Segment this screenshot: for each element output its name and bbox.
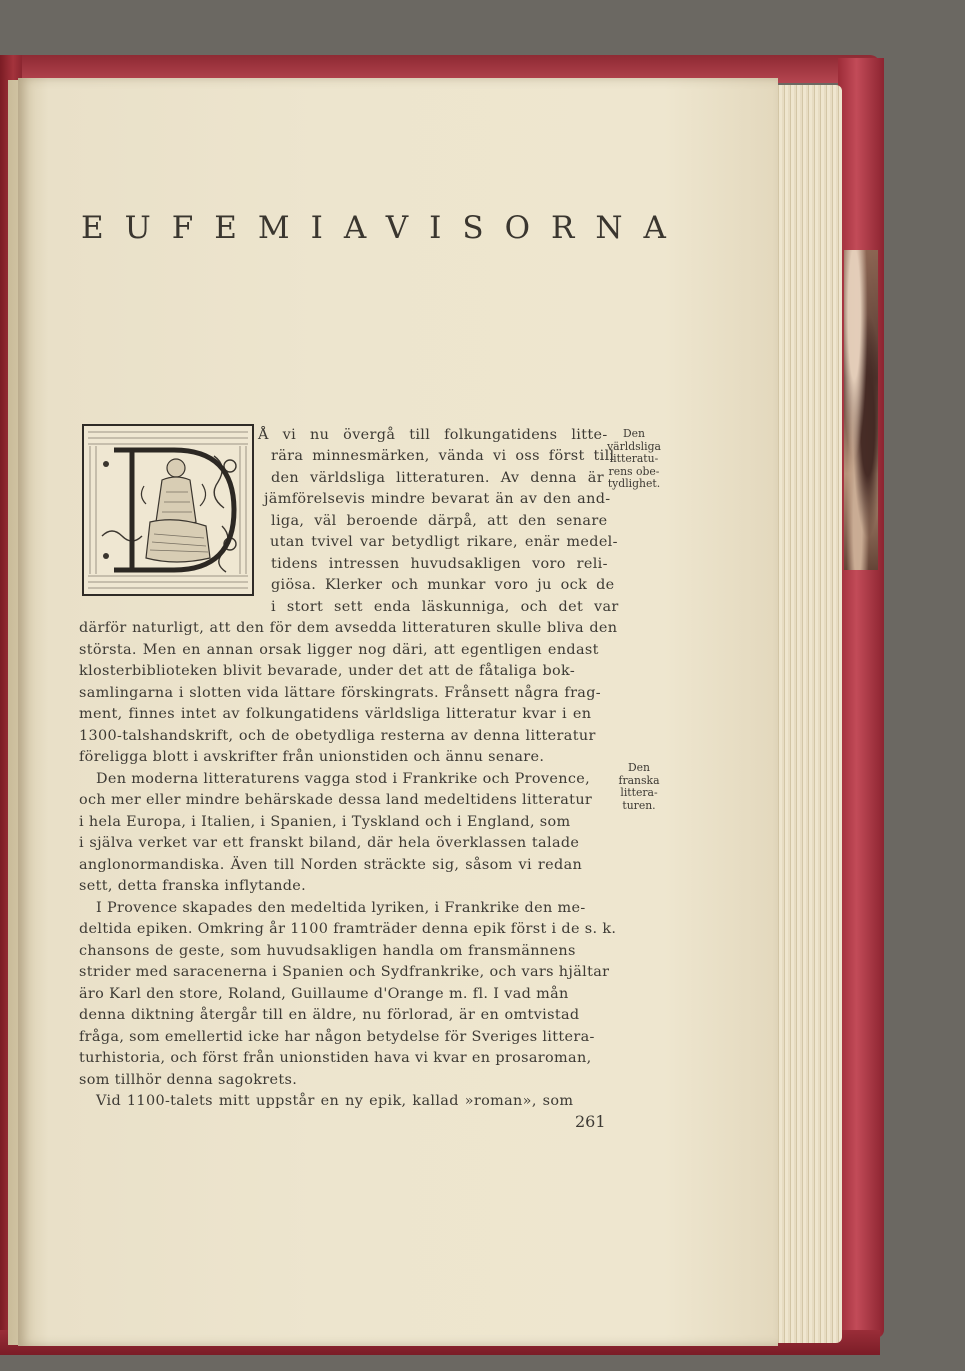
body-line: och mer eller mindre behärskade dessa land medeltidens litteratur bbox=[79, 792, 593, 808]
body-line: rära minnesmärken, vända vi oss först till bbox=[271, 448, 615, 464]
marbled-board bbox=[844, 250, 878, 570]
body-line: liga, väl beroende därpå, att den senare bbox=[271, 513, 608, 529]
marginal-note-line: turen. bbox=[622, 798, 656, 812]
marginal-note-line: franska bbox=[618, 773, 660, 787]
marginal-note-line: tydlighet. bbox=[607, 477, 661, 490]
marginal-note-line: littera- bbox=[620, 786, 658, 799]
marginal-note-line: världsliga bbox=[607, 439, 661, 453]
body-line: Den moderna litteraturens vagga stod i Frankrike och Provence, bbox=[96, 771, 591, 787]
body-line: i stort sett enda läskunniga, och det var bbox=[271, 599, 619, 615]
marginal-note bbox=[602, 428, 666, 491]
marginal-note bbox=[607, 762, 671, 812]
page-number: 261 bbox=[575, 1112, 606, 1131]
body-line: föreligga blott i avskrifter från unionstiden och ännu senare. bbox=[79, 749, 545, 765]
body-line: ment, finnes intet av folkungatidens världsliga litteratur kvar i en bbox=[79, 706, 592, 722]
drop-cap-illustration bbox=[82, 424, 254, 596]
body-line: giösa. Klerker och munkar voro ju ock de bbox=[271, 577, 615, 593]
body-line: därför naturligt, att den för dem avsedda litteraturen skulle bliva den bbox=[79, 620, 618, 636]
body-line: sett, detta franska inflytande. bbox=[79, 878, 307, 894]
body-line: denna diktning återgår till en äldre, nu förlorad, är en omtvistad bbox=[79, 1007, 580, 1023]
body-line: turhistoria, och först från unionstiden hava vi kvar en prosaroman, bbox=[79, 1050, 592, 1066]
drop-cap-engraving bbox=[84, 426, 252, 594]
chapter-title: EUFEMIAVISORNA bbox=[81, 210, 687, 246]
body-line: samlingarna i slotten vida lättare förskingrats. Frånsett några frag- bbox=[79, 685, 602, 701]
page-stack-edge bbox=[770, 85, 842, 1343]
body-line: anglonormandiska. Även till Norden sträckte sig, såsom vi redan bbox=[79, 857, 583, 873]
body-line: Vid 1100-talets mitt uppstår en ny epik, kallad »roman», som bbox=[96, 1093, 574, 1109]
body-line: deltida epiken. Omkring år 1100 framträder denna epik först i de s. k. bbox=[79, 921, 617, 937]
body-line: jämförelsevis mindre bevarat än av den and- bbox=[264, 491, 611, 507]
body-line: klosterbiblioteken blivit bevarade, under det att de fåtaliga bok- bbox=[79, 663, 576, 679]
body-line: tidens intressen huvudsakligen voro reli- bbox=[271, 556, 608, 572]
body-line: utan tvivel var betydligt rikare, enär medel- bbox=[270, 534, 618, 550]
body-line: 1300-talshandskrift, och de obetydliga resterna av denna litteratur bbox=[79, 728, 596, 744]
marginal-note-line: Den bbox=[623, 427, 645, 440]
body-line: I Provence skapades den medeltida lyriken, i Frankrike den me- bbox=[96, 900, 586, 916]
marginal-note-line: rens obe- bbox=[608, 464, 660, 478]
body-line: fråga, som emellertid icke har någon betydelse för Sveriges littera- bbox=[79, 1029, 595, 1045]
body-line: i hela Europa, i Italien, i Spanien, i Tyskland och i England, som bbox=[79, 814, 571, 830]
body-line: strider med saracenerna i Spanien och Sydfrankrike, och vars hjältar bbox=[79, 964, 610, 980]
marginal-note-line: litteratu- bbox=[609, 452, 659, 465]
marginal-note-line: Den bbox=[628, 761, 650, 774]
body-line: den världsliga litteraturen. Av denna är bbox=[271, 470, 604, 486]
body-line: i själva verket var ett franskt biland, där hela överklassen talade bbox=[79, 835, 580, 851]
body-line: äro Karl den store, Roland, Guillaume d'Orange m. fl. I vad mån bbox=[79, 986, 569, 1002]
body-line: Å vi nu övergå till folkungatidens litte- bbox=[258, 427, 608, 443]
body-line: största. Men en annan orsak ligger nog däri, att egentligen endast bbox=[79, 642, 599, 658]
body-line: chansons de geste, som huvudsakligen handla om fransmännens bbox=[79, 943, 576, 959]
body-line: som tillhör denna sagokrets. bbox=[79, 1072, 298, 1088]
